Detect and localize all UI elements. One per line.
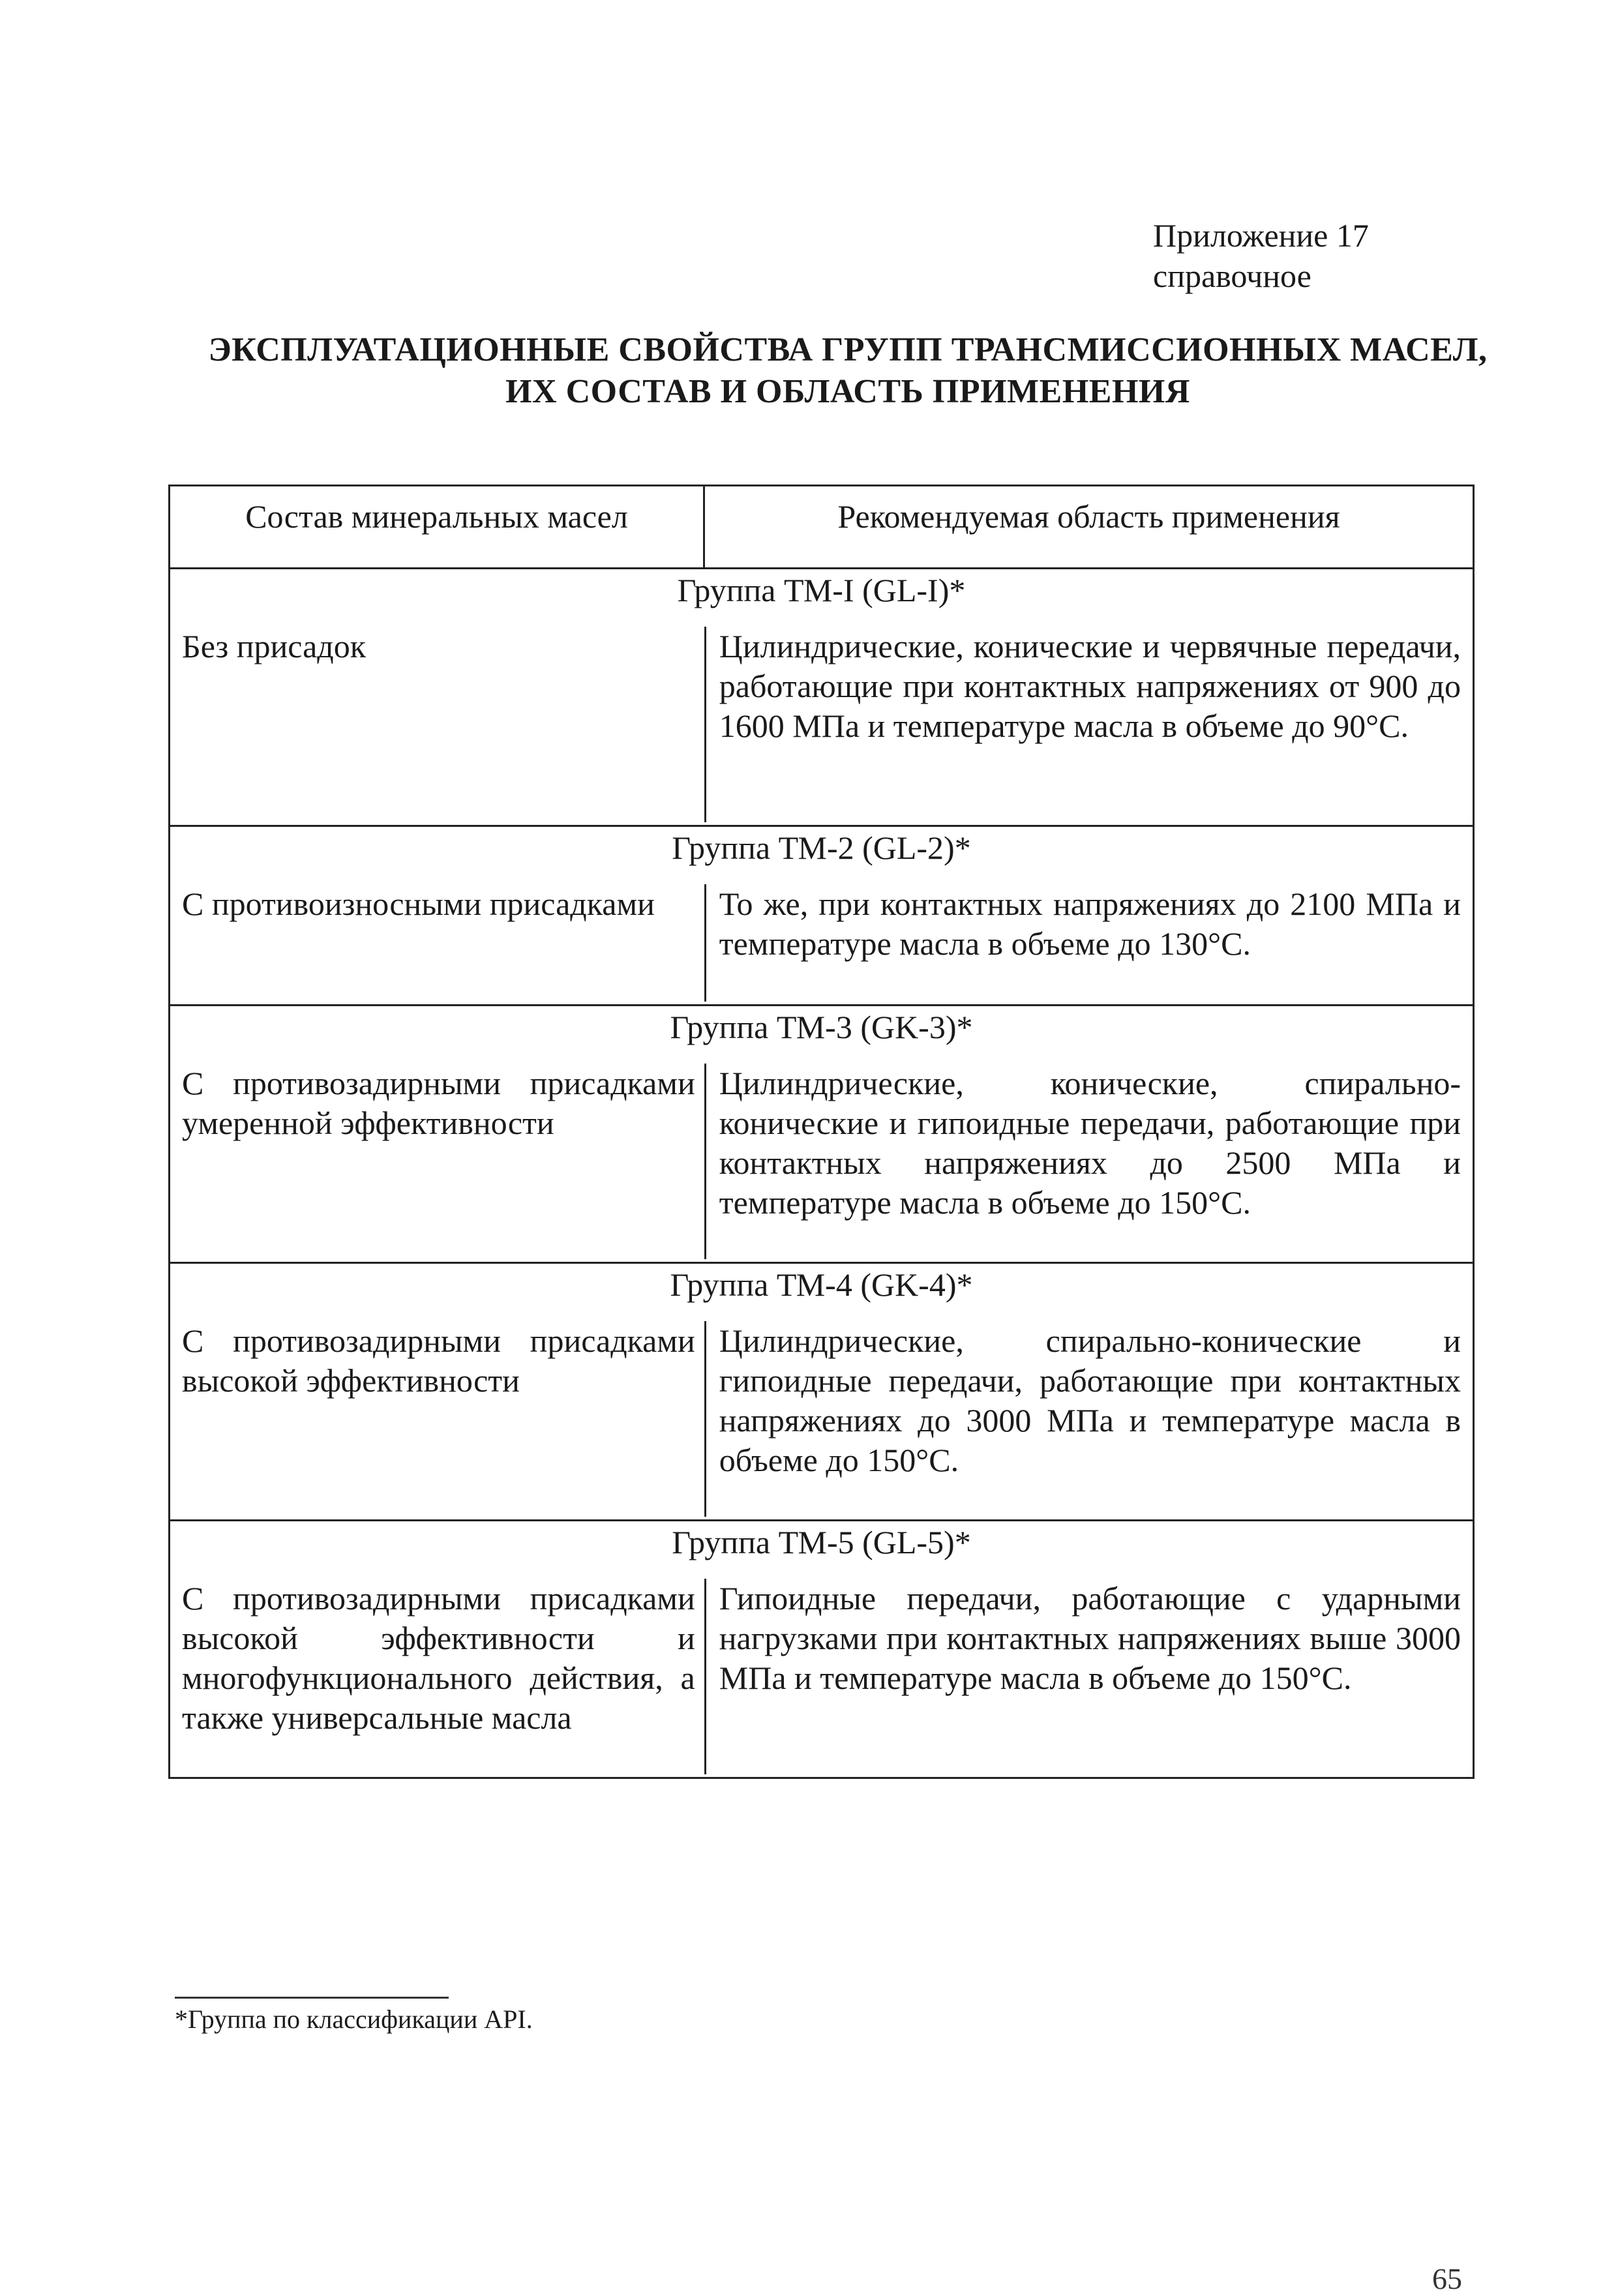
col-header-application: Рекомендуемая область применения [704,486,1474,569]
title-line-2: ИХ СОСТАВ И ОБЛАСТЬ ПРИМЕНЕНИЯ [505,373,1190,410]
group-composition: С противозадирными присадками высокой эффективности [182,1322,695,1399]
page-number: 65 [1432,2262,1462,2295]
group-row-3 [170,1006,1474,1263]
group-application: Цилиндрические, конические, спирально-конические и гипоидные передачи, работающие при контактных напряжениях до 2500 МПа и температуре масла в объеме до 150°С. [704,1064,1473,1259]
group-title: Группа ТМ-2 (GL-2)* [672,829,971,866]
group-application: То же, при контактных напряжениях до 2100 МПа и температуре масла в объеме до 130°С. [704,884,1473,1002]
group-title: Группа ТМ-4 (GK-4)* [670,1266,973,1303]
oil-groups-table [168,485,1475,1779]
footnote-separator [175,1997,449,1999]
group-row-1 [170,569,1474,826]
group-application: Гипоидные передачи, работающие с ударными нагрузками при контактных напряжениях выше 3000 МПа и температуре масла в объеме до 150°С. [704,1579,1473,1774]
group-title: Группа ТМ-3 (GK-3)* [670,1009,973,1045]
appendix-label [1153,215,1369,296]
group-composition: С противозадирными присадками высокой эффективности и многофункционального действия, а также универсальные масла [182,1580,695,1736]
group-composition: С противозадирными присадками умеренной эффективности [182,1065,695,1141]
group-application: Цилиндрические, конические и червячные передачи, работающие при контактных напряжениях от 900 до 1600 МПа и температуре масла в объеме до 90°С. [704,627,1473,822]
group-title: Группа ТМ-5 (GL-5)* [672,1524,971,1560]
document-title [130,329,1565,413]
group-composition: Без присадок [182,628,367,664]
appendix-number: Приложение 17 [1153,217,1369,254]
group-title: Группа ТМ-I (GL-I)* [677,572,966,608]
group-row-5 [170,1521,1474,1778]
group-row-4 [170,1263,1474,1521]
table-header-row [170,486,1474,569]
title-line-1: ЭКСПЛУАТАЦИОННЫЕ СВОЙСТВА ГРУПП ТРАНСМИССИОННЫХ МАСЕЛ, [208,331,1488,368]
group-composition: С противоизносными присадками [182,886,655,922]
col-header-composition: Состав минеральных масел [170,486,704,569]
group-row-2 [170,826,1474,1006]
footnote-text: *Группа по классификации API. [175,2005,533,2034]
appendix-type: справочное [1153,258,1311,294]
group-application: Цилиндрические, спирально-конические и гипоидные передачи, работающие при контактных напряжениях до 3000 МПа и температуре масла в объеме до 150°С. [704,1321,1473,1517]
